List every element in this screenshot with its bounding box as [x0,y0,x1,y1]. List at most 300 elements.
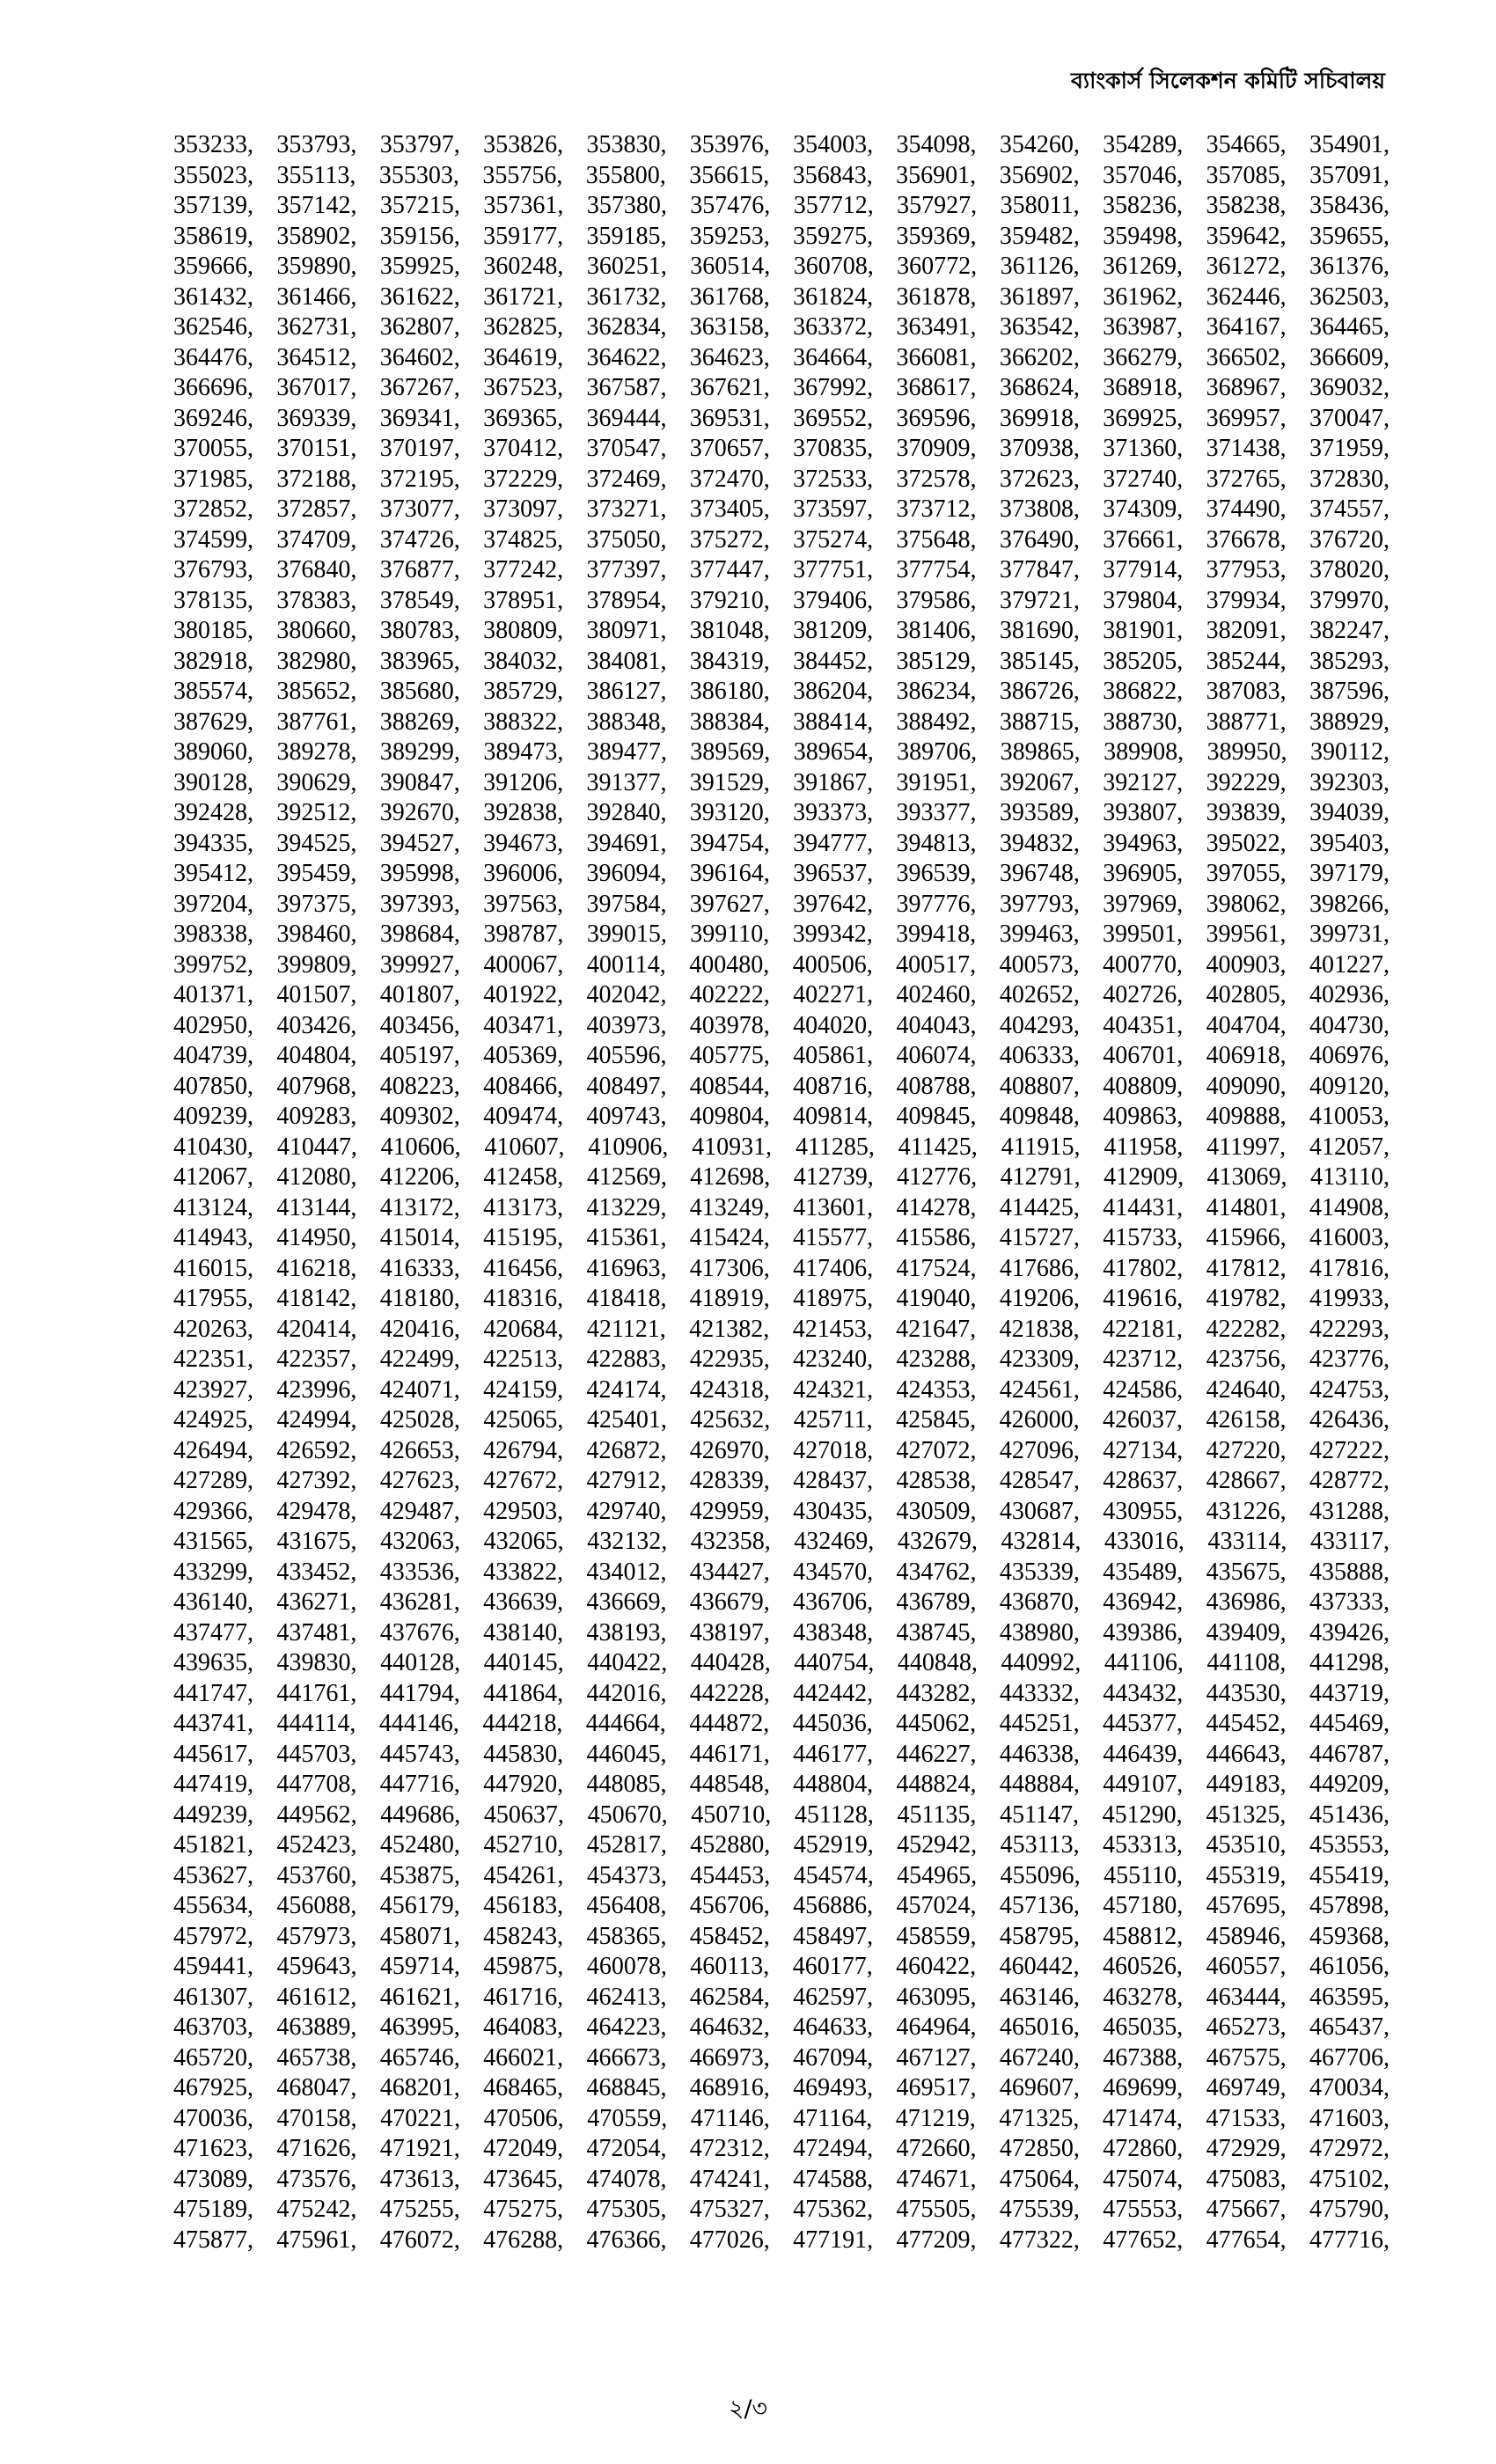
roll-number: 404020, [793,1011,874,1039]
roll-number: 409283, [276,1103,357,1130]
roll-number: 463444, [1206,1983,1287,2011]
roll-number: 363158, [689,313,770,341]
roll-number: 466973, [689,2043,770,2072]
roll-number: 371438, [1206,435,1287,462]
roll-number: 387761, [276,708,357,736]
roll-number: 470158, [276,2104,357,2132]
roll-number: 444664, [585,1710,666,1737]
roll-number: 381048, [689,617,770,644]
roll-number-row [173,1345,1390,1375]
roll-number: 453627, [173,1861,253,1889]
roll-number: 386822, [1103,678,1184,705]
roll-number: 394527, [379,829,460,857]
roll-number: 444114, [276,1710,356,1737]
roll-number: 436281, [379,1588,460,1616]
roll-number: 354260, [999,131,1080,158]
roll-number: 373808, [999,495,1080,523]
roll-number: 408223, [379,1072,460,1100]
roll-number: 390112, [1309,738,1390,766]
roll-number: 446177, [793,1740,874,1768]
roll-number: 451128, [794,1800,874,1829]
roll-number: 400573, [999,950,1080,979]
roll-number: 394525, [276,829,357,857]
roll-number: 395022, [1206,829,1287,857]
roll-number: 461307, [173,1983,253,2011]
roll-number: 376490, [999,525,1080,554]
roll-number: 465746, [379,2043,460,2072]
roll-number: 367992, [793,374,874,401]
roll-number: 397969, [1103,890,1184,918]
roll-number: 412569, [586,1163,667,1191]
roll-number: 357712, [793,192,874,219]
roll-number: 423288, [896,1346,977,1373]
roll-number: 458497, [793,1922,874,1950]
roll-number-row [173,525,1390,556]
roll-number: 428339, [689,1467,770,1494]
roll-number: 400114, [586,950,666,979]
roll-number: 424925, [173,1406,253,1434]
roll-number: 451436, [1309,1800,1390,1829]
roll-number-row [173,343,1390,374]
roll-number: 389278, [276,738,357,766]
roll-number: 473089, [173,2165,253,2193]
roll-number: 374599, [173,525,253,554]
roll-number: 465273, [1206,2013,1287,2041]
roll-number: 415014, [379,1224,460,1251]
roll-number: 384032, [483,647,564,675]
roll-number: 400067, [483,950,564,979]
roll-number: 449239, [173,1800,253,1829]
roll-number-row [173,1466,1390,1497]
roll-number: 434570, [793,1558,874,1586]
roll-number: 364465, [1309,313,1390,341]
roll-number: 375274, [793,525,874,554]
roll-number: 468916, [689,2074,770,2101]
roll-number: 461621, [379,1983,460,2011]
roll-number: 385145, [999,647,1080,675]
roll-number: 391377, [586,768,667,796]
roll-number: 469749, [1206,2074,1287,2101]
roll-number: 382918, [173,647,253,675]
roll-number: 426970, [689,1436,770,1464]
roll-number: 374557, [1309,495,1390,523]
roll-number: 463146, [999,1983,1080,2011]
roll-number: 386726, [999,678,1080,705]
roll-number: 405197, [379,1042,460,1069]
roll-number: 410906, [588,1133,669,1161]
roll-number: 445830, [483,1740,564,1768]
roll-number: 422513, [483,1346,564,1373]
roll-number: 429487, [379,1497,460,1525]
roll-number: 458452, [689,1922,770,1950]
roll-number: 440145, [483,1649,564,1676]
roll-number: 412067, [173,1163,253,1191]
roll-number: 417406, [793,1254,874,1282]
roll-number: 362731, [276,313,357,341]
roll-number: 452880, [690,1831,771,1859]
roll-number: 410606, [380,1133,461,1161]
roll-number-row [173,1740,1390,1771]
roll-number: 368617, [896,374,977,401]
roll-number: 428637, [1103,1467,1184,1494]
roll-number: 372852, [173,495,253,523]
roll-number: 443530, [1206,1679,1287,1707]
roll-number: 397204, [173,890,253,918]
roll-number: 392303, [1309,768,1390,796]
roll-number-row [173,2104,1390,2135]
roll-number: 441747, [173,1679,253,1707]
roll-number: 386234, [896,678,977,705]
roll-number: 369246, [173,404,253,432]
roll-number: 476366, [586,2226,667,2254]
roll-number: 389299, [379,738,460,766]
roll-number: 376793, [173,556,253,583]
roll-number-row [173,404,1390,435]
roll-number: 412057, [1309,1133,1390,1161]
roll-number-row [173,1102,1390,1133]
roll-number: 455419, [1309,1861,1390,1889]
roll-number: 385574, [173,678,253,705]
roll-number: 361768, [689,282,770,311]
roll-number: 400480, [689,950,770,979]
roll-number: 370047, [1309,404,1390,432]
roll-number: 471921, [379,2135,460,2162]
roll-number: 427018, [793,1436,874,1464]
roll-number: 437676, [379,1618,460,1646]
roll-number-row [173,647,1390,678]
roll-number: 445062, [896,1710,977,1737]
roll-number: 381690, [999,617,1080,644]
roll-number: 412739, [793,1163,874,1191]
roll-number: 477654, [1206,2226,1287,2254]
roll-number: 452423, [276,1831,357,1859]
roll-number: 414950, [276,1224,357,1251]
roll-number: 359890, [276,253,357,280]
roll-number: 470036, [173,2104,253,2132]
roll-number: 357046, [1103,161,1184,189]
roll-number: 461056, [1309,1953,1390,1980]
roll-number: 474671, [896,2165,977,2193]
roll-number: 397793, [999,890,1080,918]
roll-number-row [173,2073,1390,2104]
roll-number: 399501, [1103,920,1184,948]
roll-number: 419616, [1103,1285,1184,1312]
roll-number: 468465, [483,2074,564,2101]
roll-number: 439635, [173,1649,253,1676]
roll-number: 415727, [999,1224,1080,1251]
roll-number-row [173,1315,1390,1346]
roll-number: 436870, [999,1588,1080,1616]
roll-number: 380660, [276,617,357,644]
roll-number: 475961, [276,2226,357,2254]
roll-number: 409804, [689,1103,770,1130]
roll-number: 400506, [792,950,873,979]
roll-number: 363987, [1103,313,1184,341]
roll-number: 433452, [276,1558,357,1586]
roll-number: 409474, [483,1103,564,1130]
roll-number: 378020, [1309,556,1390,583]
roll-number-row [173,1891,1390,1922]
roll-number: 415733, [1103,1224,1184,1251]
roll-number: 390128, [173,768,253,796]
roll-number-row [173,1527,1390,1558]
roll-number: 360772, [897,253,978,280]
roll-number: 393839, [1206,799,1287,826]
roll-number: 367523, [483,374,564,401]
roll-number: 412909, [1104,1163,1184,1191]
roll-number-row [173,252,1390,282]
roll-number: 475064, [999,2165,1080,2193]
roll-number: 438140, [483,1618,564,1646]
roll-number: 387083, [1206,678,1287,705]
roll-number: 355756, [482,161,563,189]
roll-number: 354665, [1206,131,1287,158]
roll-number: 393377, [896,799,977,826]
roll-number: 402936, [1309,981,1390,1008]
roll-number: 466021, [483,2043,564,2072]
roll-number: 451325, [1206,1800,1287,1829]
roll-number: 451135, [897,1800,977,1829]
roll-number: 459643, [276,1953,357,1980]
roll-number: 446171, [689,1740,770,1768]
roll-number: 380783, [379,617,460,644]
roll-number-row [173,282,1390,313]
roll-number-row [173,1162,1390,1193]
roll-number: 377754, [896,556,977,583]
roll-number-row [173,312,1390,343]
roll-number: 409814, [793,1103,874,1130]
roll-number: 441298, [1309,1649,1390,1676]
roll-number: 384452, [793,647,874,675]
roll-number: 448884, [999,1771,1080,1798]
roll-number: 399418, [896,920,977,948]
roll-number: 466673, [586,2043,667,2072]
roll-number: 415577, [793,1224,874,1251]
roll-number: 353830, [586,131,667,158]
roll-number: 447716, [379,1771,460,1798]
roll-number: 394673, [483,829,564,857]
roll-number: 387596, [1309,678,1390,705]
roll-number: 449183, [1206,1771,1287,1798]
roll-number: 469607, [999,2074,1080,2101]
roll-number: 406976, [1309,1042,1390,1069]
roll-number: 465437, [1309,2013,1390,2041]
roll-number: 357361, [483,192,564,219]
roll-number: 416333, [379,1254,460,1282]
roll-number: 441864, [483,1679,564,1707]
roll-number: 377953, [1206,556,1287,583]
roll-number: 448085, [586,1771,667,1798]
roll-number: 452710, [483,1831,564,1859]
roll-number: 397375, [276,890,357,918]
roll-number: 448804, [793,1771,874,1798]
roll-number: 399731, [1309,920,1390,948]
roll-number: 374825, [483,525,564,554]
roll-number: 472860, [1103,2135,1184,2162]
roll-number: 391867, [793,768,874,796]
roll-number: 406333, [999,1042,1080,1069]
roll-number: 358238, [1206,192,1287,219]
roll-number-row [173,920,1390,950]
roll-number: 471626, [276,2135,357,2162]
roll-number: 433114, [1207,1528,1287,1555]
roll-number: 372857, [276,495,357,523]
roll-number: 409848, [999,1103,1080,1130]
roll-number: 359253, [689,222,770,250]
roll-number: 460113, [690,1953,770,1980]
roll-number: 355303, [378,161,459,189]
roll-number: 459441, [173,1953,253,1980]
roll-number: 361878, [896,282,977,311]
roll-number: 359642, [1206,222,1287,250]
roll-number-row [173,1800,1390,1831]
roll-number: 439386, [1103,1618,1184,1646]
roll-number: 422935, [689,1346,770,1373]
roll-number: 423240, [793,1346,874,1373]
roll-number: 392838, [483,799,564,826]
roll-number: 357927, [897,192,978,219]
roll-number: 414431, [1103,1193,1184,1221]
roll-number: 371959, [1309,435,1390,462]
roll-number: 445469, [1309,1710,1390,1737]
roll-number: 433536, [379,1558,460,1586]
roll-number: 471164, [793,2104,873,2132]
roll-number: 374490, [1206,495,1287,523]
roll-number: 426592, [276,1436,357,1464]
roll-number: 364622, [586,343,667,371]
roll-number: 405369, [483,1042,564,1069]
roll-number-row [173,798,1390,829]
roll-number: 372578, [896,465,977,493]
roll-number: 378383, [276,586,357,614]
roll-number: 471325, [999,2104,1080,2132]
roll-number: 360248, [483,253,564,280]
roll-number: 369444, [586,404,667,432]
roll-number: 465720, [173,2043,253,2072]
roll-number: 385129, [896,647,977,675]
roll-number: 458559, [896,1922,977,1950]
roll-number: 458365, [586,1922,667,1950]
roll-number: 444872, [689,1710,770,1737]
roll-number: 457180, [1103,1892,1184,1919]
roll-number: 410607, [484,1133,565,1161]
roll-number: 397584, [586,890,667,918]
roll-number: 431675, [276,1528,357,1555]
roll-number: 368624, [999,374,1080,401]
roll-number: 452480, [379,1831,460,1859]
roll-number: 428667, [1206,1467,1287,1494]
roll-number: 413172, [379,1193,460,1221]
roll-number: 405861, [793,1042,874,1069]
roll-number: 396748, [999,860,1080,887]
roll-number: 431288, [1309,1497,1390,1525]
roll-number: 359482, [999,222,1080,250]
roll-number: 464223, [586,2013,667,2041]
roll-number: 393373, [793,799,874,826]
roll-number: 372188, [276,465,357,493]
roll-number: 430955, [1103,1497,1184,1525]
roll-number: 357476, [690,192,771,219]
roll-number-row [173,950,1390,981]
roll-number: 432469, [794,1528,875,1555]
roll-number: 361721, [483,282,564,311]
roll-number: 399927, [379,950,460,979]
roll-number: 432358, [690,1528,771,1555]
roll-number: 361622, [379,282,460,311]
roll-number: 463095, [896,1983,977,2011]
roll-number: 462413, [586,1983,667,2011]
roll-number: 414278, [896,1193,977,1221]
roll-number: 447419, [173,1771,253,1798]
roll-number: 435339, [999,1558,1080,1586]
roll-number: 414425, [999,1193,1080,1221]
roll-number-row [173,1922,1390,1953]
roll-number-row [173,2226,1390,2256]
roll-number: 399809, [276,950,357,979]
roll-number-row [173,2195,1390,2226]
roll-number: 444218, [482,1710,563,1737]
roll-number: 377397, [586,556,667,583]
roll-number: 443332, [999,1679,1080,1707]
roll-number: 398338, [173,920,253,948]
roll-number: 426000, [999,1406,1080,1434]
roll-number: 422181, [1103,1315,1184,1343]
roll-number: 378549, [379,586,460,614]
roll-number: 402271, [793,981,874,1008]
roll-number: 468047, [276,2074,357,2101]
roll-number-row [173,1193,1390,1224]
roll-number: 425632, [690,1406,771,1434]
roll-number: 377914, [1103,556,1184,583]
roll-number: 418919, [689,1285,770,1312]
roll-number: 475255, [379,2196,460,2223]
roll-number: 421382, [689,1315,770,1343]
roll-number: 457695, [1206,1892,1287,1919]
roll-number: 438193, [586,1618,667,1646]
roll-number: 450710, [691,1800,772,1829]
roll-number: 388414, [793,708,874,736]
roll-number: 445036, [792,1710,873,1737]
roll-number: 358011, [1000,192,1080,219]
roll-number: 446643, [1206,1740,1287,1768]
roll-number: 426436, [1309,1406,1390,1434]
roll-number: 387629, [173,708,253,736]
roll-number: 441761, [276,1679,357,1707]
roll-number: 457973, [276,1922,357,1950]
roll-number: 475102, [1309,2165,1390,2193]
roll-number: 477209, [896,2226,977,2254]
roll-number: 434427, [689,1558,770,1586]
roll-number: 440754, [794,1649,875,1676]
roll-number: 428547, [999,1467,1080,1494]
roll-number: 369918, [999,404,1080,432]
roll-number: 427072, [896,1436,977,1464]
roll-number: 376661, [1103,525,1184,554]
roll-number: 366502, [1206,343,1287,371]
roll-number: 429478, [276,1497,357,1525]
roll-number: 382980, [276,647,357,675]
roll-number: 389654, [793,738,874,766]
roll-number: 467925, [173,2074,253,2101]
roll-number: 453313, [1103,1831,1184,1859]
roll-number-row [173,222,1390,253]
roll-number: 465738, [276,2043,357,2072]
roll-number: 417816, [1309,1254,1390,1282]
roll-number: 369596, [896,404,977,432]
roll-number: 402950, [173,1011,253,1039]
roll-number: 471533, [1206,2104,1287,2132]
roll-number: 384319, [689,647,770,675]
